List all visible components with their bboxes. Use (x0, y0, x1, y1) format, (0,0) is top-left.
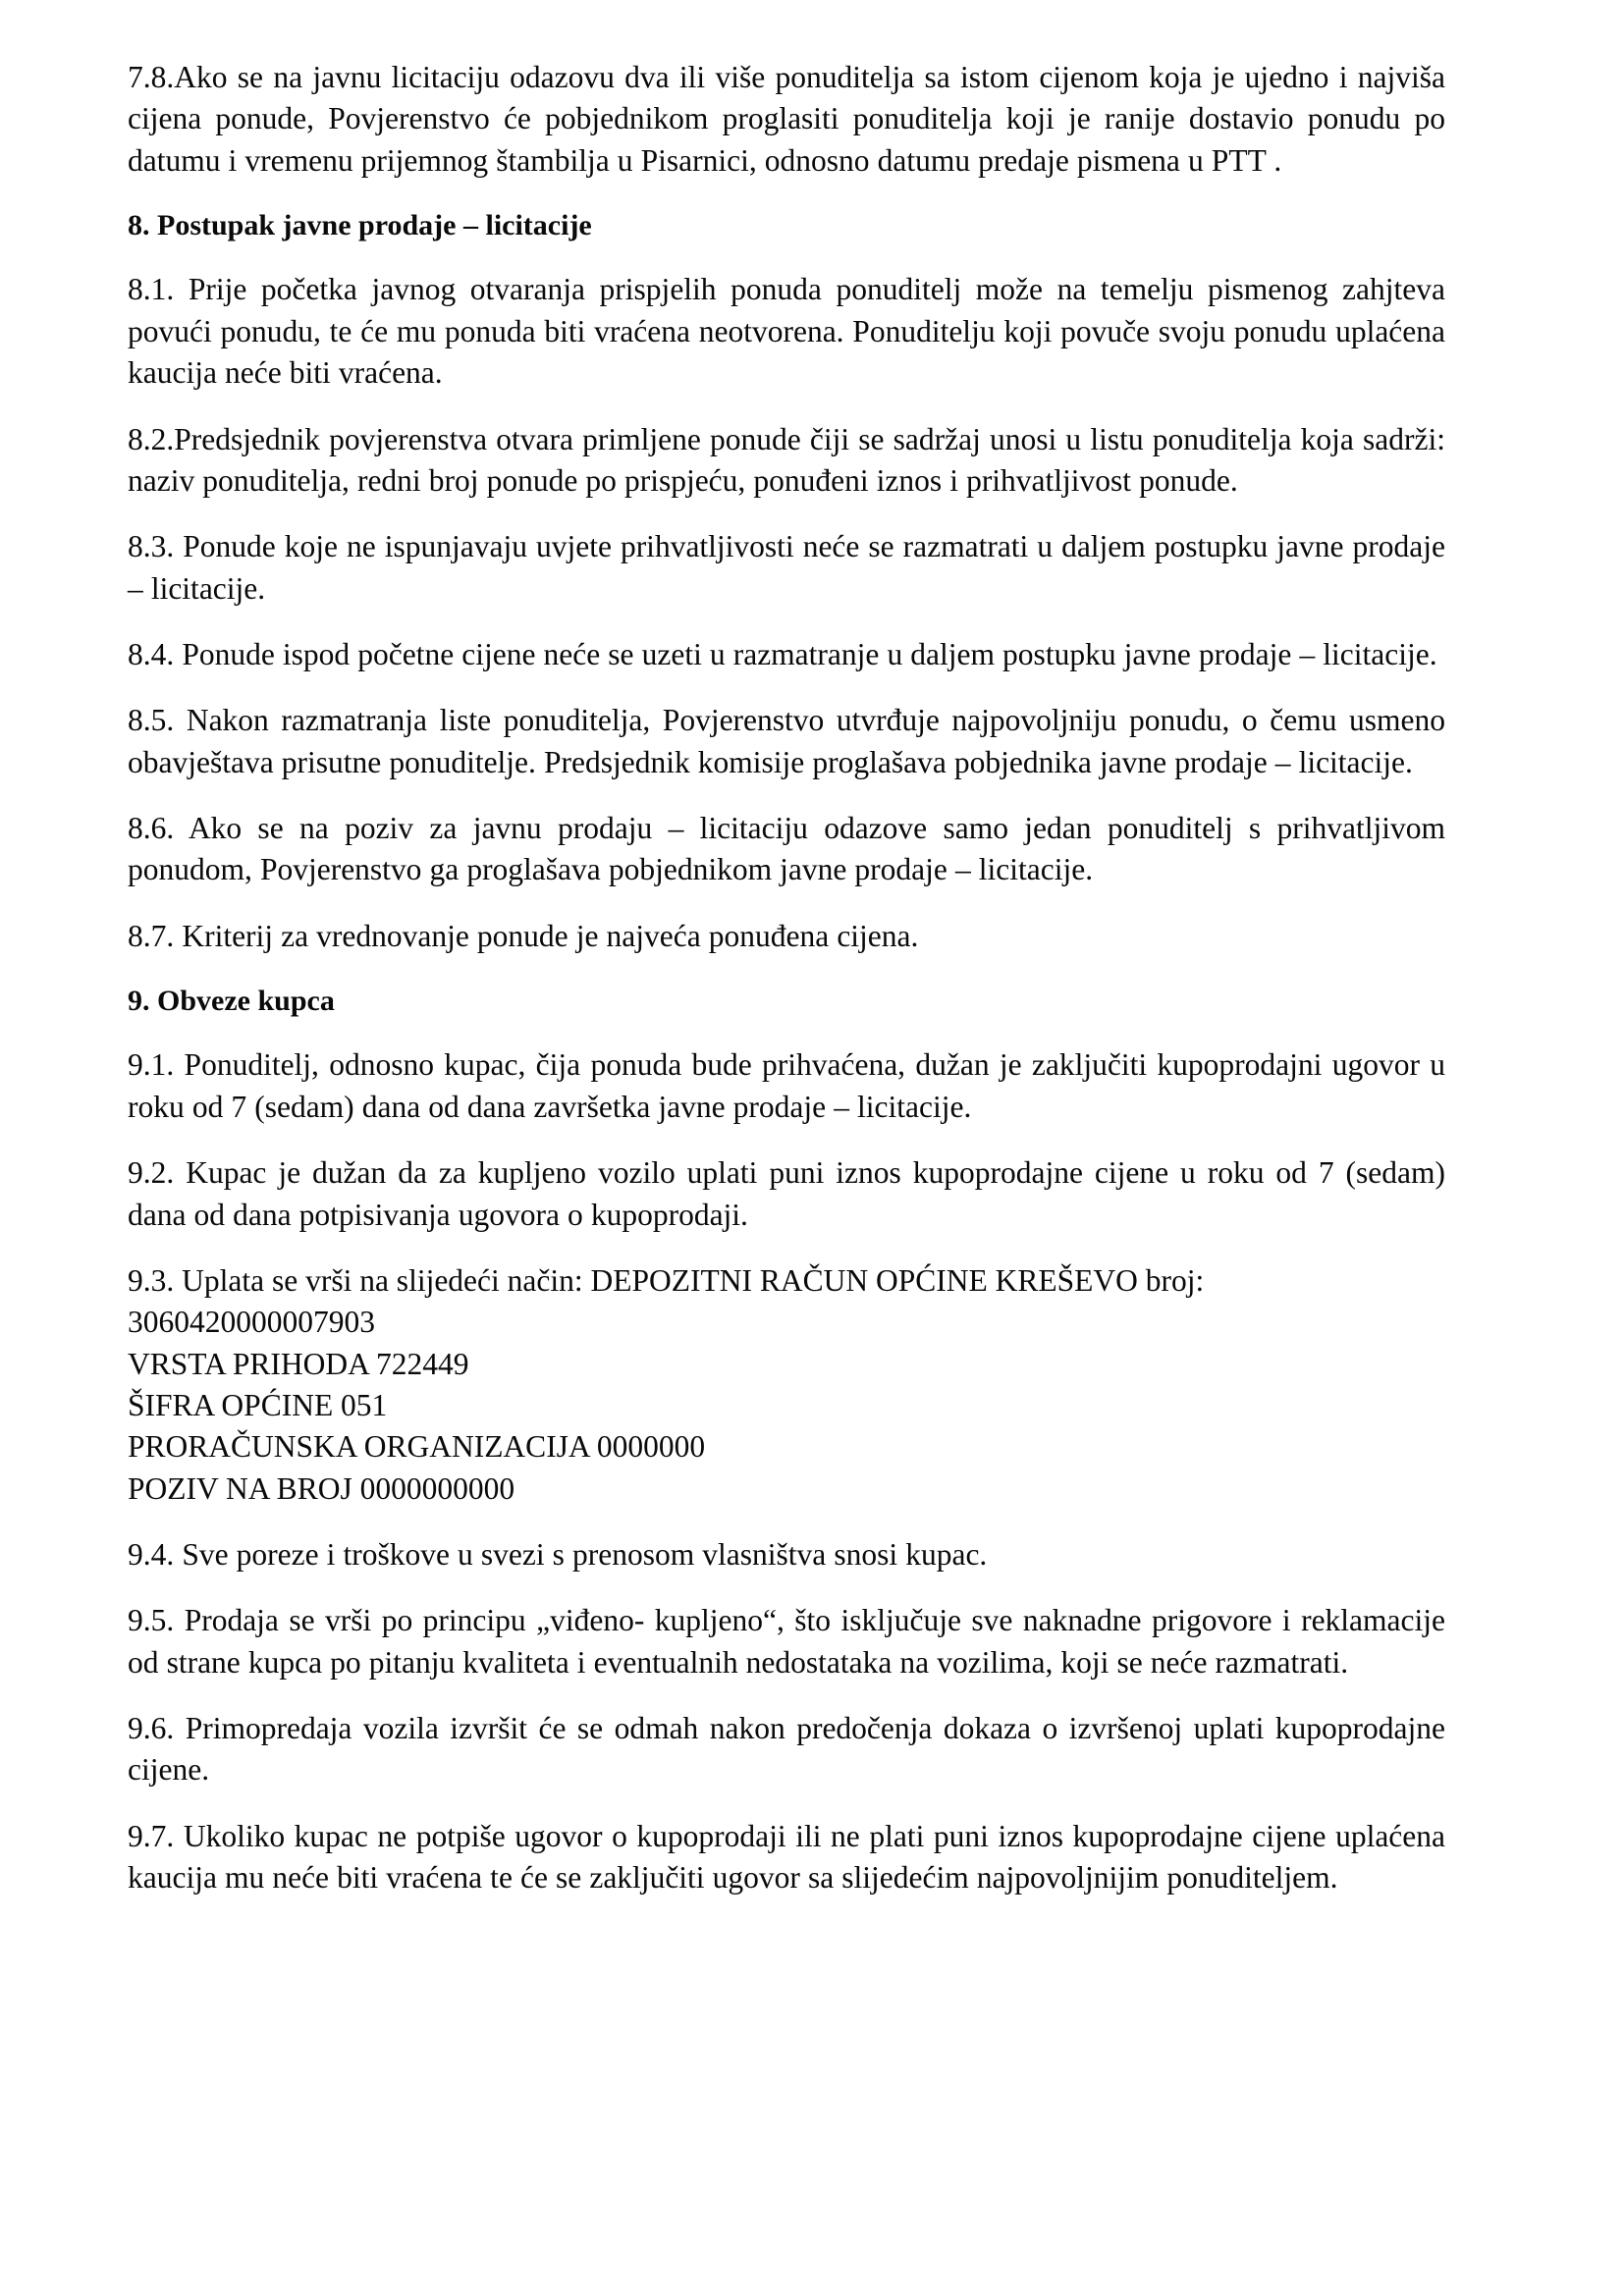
payment-municipality-code: ŠIFRA OPĆINE 051 (128, 1387, 388, 1422)
paragraph-7-8: 7.8.Ako se na javnu licitaciju odazovu dva ili više ponuditelja sa istom cijenom koja je ujedno i najviša cijena ponude, Povjerenstvo će pobjednikom proglasiti ponuditelja koji je ranije dostavio ponudu po datumu i vremenu prijemnog štambilja u Pisarnici, odnosno datumu predaje pismena u PTT . (128, 60, 1445, 178)
heading-section-9: 9. Obveze kupca (128, 985, 335, 1018)
paragraph-9-2: 9.2. Kupac je dužan da za kupljeno vozilo uplati puni iznos kupoprodajne cijene u roku od 7 (sedam) dana od dana potpisivanja ugovora o kupoprodaji. (128, 1155, 1445, 1232)
paragraph-9-7: 9.7. Ukoliko kupac ne potpiše ugovor o kupoprodaji ili ne plati puni iznos kupoprodajne cijene uplaćena kaucija mu neće biti vraćena te će se zaključiti ugovor sa slijedećim najpovoljnijim ponuditeljem. (128, 1818, 1445, 1896)
payment-intro-line: 9.3. Uplata se vrši na slijedeći način: DEPOZITNI RAČUN OPĆINE KREŠEVO broj: (128, 1262, 1205, 1298)
paragraph-8-4: 8.4. Ponude ispod početne cijene neće se uzeti u razmatranje u daljem postupku javne prodaje – licitacije. (128, 636, 1437, 671)
paragraph-8-2: 8.2.Predsjednik povjerenstva otvara primljene ponude čiji se sadržaj unosi u listu ponuditelja koja sadrži: naziv ponuditelja, redni broj ponude po prispjeću, ponuđeni iznos i prihvatljivost ponude. (128, 421, 1445, 498)
payment-budget-organization: PRORAČUNSKA ORGANIZACIJA 0000000 (128, 1429, 706, 1465)
payment-account-number: 3060420000007903 (128, 1305, 375, 1340)
paragraph-8-7: 8.7. Kriterij za vrednovanje ponude je najveća ponuđena cijena. (128, 918, 919, 953)
payment-details-block (128, 1260, 1445, 1510)
paragraph-9-4: 9.4. Sve poreze i troškove u svezi s prenosom vlasništva snosi kupac. (128, 1537, 988, 1573)
paragraph-9-1: 9.1. Ponuditelj, odnosno kupac, čija ponuda bude prihvaćena, dužan je zaključiti kupoprodajni ugovor u roku od 7 (sedam) dana od dana završetka javne prodaje – licitacije. (128, 1047, 1445, 1124)
paragraph-9-6: 9.6. Primopredaja vozila izvršit će se odmah nakon predočenja dokaza o izvršenoj uplati kupoprodajne cijene. (128, 1711, 1445, 1788)
paragraph-9-5: 9.5. Prodaja se vrši po principu „viđeno- kupljeno“, što isključuje sve naknadne prigovore i reklamacije od strane kupca po pitanju kvaliteta i eventualnih nedostataka na vozilima, koji se neće razmatrati. (128, 1603, 1445, 1680)
heading-section-8: 8. Postupak javne prodaje – licitacije (128, 209, 592, 242)
paragraph-8-6: 8.6. Ako se na poziv za javnu prodaju – licitaciju odazove samo jedan ponuditelj s prihvatljivom ponudom, Povjerenstvo ga proglašava pobjednikom javne prodaje – licitacije. (128, 811, 1445, 887)
paragraph-8-5: 8.5. Nakon razmatranja liste ponuditelja, Povjerenstvo utvrđuje najpovoljniju ponudu, o čemu usmeno obavještava prisutne ponuditelje. Predsjednik komisije proglašava pobjednika javne prodaje – licitacije. (128, 703, 1445, 779)
paragraph-8-1: 8.1. Prije početka javnog otvaranja prispjelih ponuda ponuditelj može na temelju pismenog zahjteva povući ponudu, te će mu ponuda biti vraćena neotvorena. Ponuditelju koji povuče svoju ponudu uplaćena kaucija neće biti vraćena. (128, 272, 1445, 391)
payment-revenue-type: VRSTA PRIHODA 722449 (128, 1346, 469, 1381)
paragraph-8-3: 8.3. Ponude koje ne ispunjavaju uvjete prihvatljivosti neće se razmatrati u daljem postupku javne prodaje – licitacije. (128, 529, 1445, 606)
payment-reference-number: POZIV NA BROJ 0000000000 (128, 1470, 515, 1506)
document-body (128, 57, 1445, 1924)
